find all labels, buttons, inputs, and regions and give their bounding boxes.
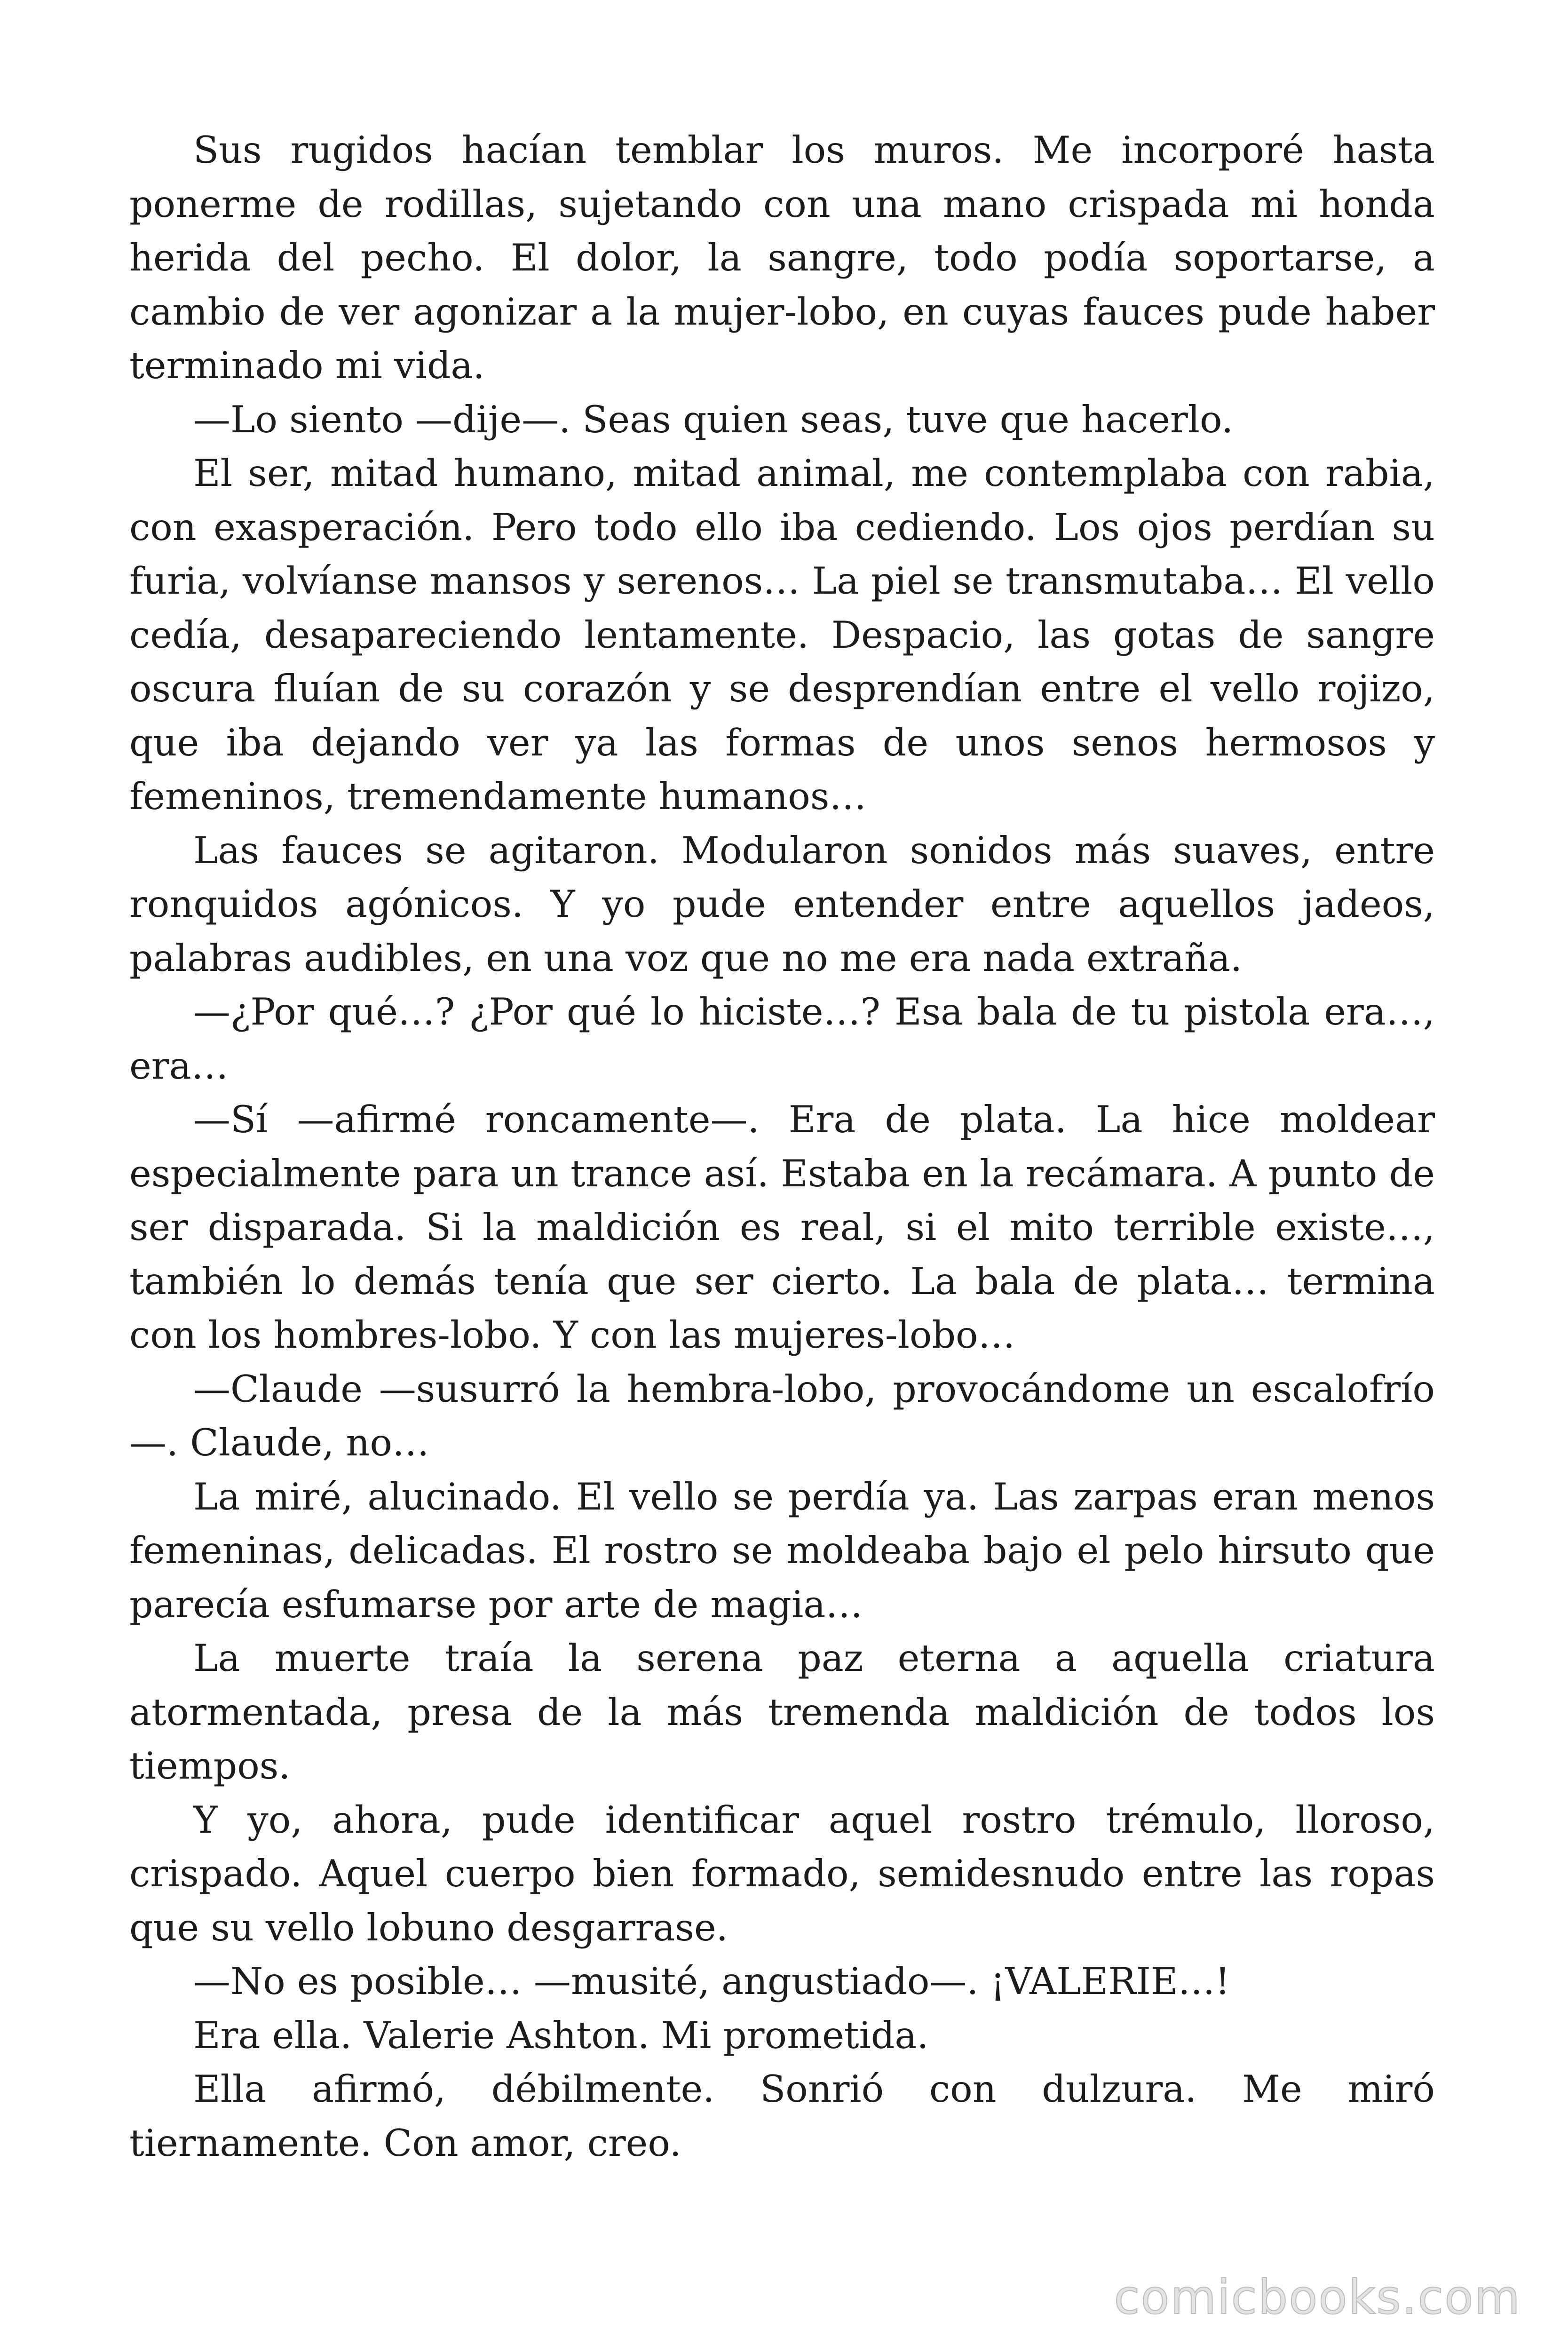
paragraph-4: Las fauces se agitaron. Modularon sonidos más suaves, entre ronquidos agónicos. Y yo pude entender entre aquellos jadeos, palabras audibles, en una voz que no me era nada extraña. xyxy=(129,828,1435,980)
body-text xyxy=(129,123,1435,2170)
paragraph-6: —Sí —afirmé roncamente—. Era de plata. La hice moldear especialmente para un trance así. Estaba en la recámara. A punto de ser disparada. Si la maldición es real, si el mito terrible existe…, también lo demás tenía que ser cierto. La bala de plata… termina con los hombres-lobo. Y con las mujeres-lobo… xyxy=(129,1098,1435,1357)
paragraph-2: —Lo siento —dije—. Seas quien seas, tuve que hacerlo. xyxy=(193,397,1234,441)
watermark: comicbooks.com xyxy=(1114,2270,1521,2325)
paragraph-3: El ser, mitad humano, mitad animal, me contemplaba con rabia, con exasperación. Pero todo ello iba cediendo. Los ojos perdían su furia, volvíanse mansos y serenos… La piel se transmutaba… El vello cedía, desapareciendo lentamente. Despacio, las gotas de sangre oscura fluían de su corazón y se desprendían entre el vello rojizo, que iba dejando ver ya las formas de unos senos hermosos y femeninos, tremendamente humanos… xyxy=(129,452,1435,818)
paragraph-13: Ella afirmó, débilmente. Sonrió con dulzura. Me miró tiernamente. Con amor, creo. xyxy=(129,2067,1435,2165)
paragraph-8: La miré, alucinado. El vello se perdía ya. Las zarpas eran menos femeninas, delicadas. El rostro se moldeaba bajo el pelo hirsuto que parecía esfumarse por arte de magia… xyxy=(129,1475,1435,1626)
paragraph-7: —Claude —susurró la hembra-lobo, provocándome un escalofrío —. Claude, no… xyxy=(129,1367,1435,1464)
paragraph-10: Y yo, ahora, pude identificar aquel rostro trémulo, lloroso, crispado. Aquel cuerpo bien formado, semidesnudo entre las ropas que su vello lobuno desgarrase. xyxy=(129,1798,1435,1949)
paragraph-5: —¿Por qué…? ¿Por qué lo hiciste…? Esa bala de tu pistola era…, era… xyxy=(129,990,1435,1088)
paragraph-1: Sus rugidos hacían temblar los muros. Me incorporé hasta ponerme de rodillas, sujetando con una mano crispada mi honda herida del pecho. El dolor, la sangre, todo podía soportarse, a cambio de ver agonizar a la mujer-lobo, en cuyas fauces pude haber terminado mi vida. xyxy=(129,128,1435,387)
paragraph-9: La muerte traía la serena paz eterna a aquella criatura atormentada, presa de la más tremenda maldición de todos los tiempos. xyxy=(129,1637,1435,1788)
paragraph-12: Era ella. Valerie Ashton. Mi prometida. xyxy=(193,2013,929,2057)
paragraph-11: —No es posible… —musité, angustiado—. ¡VALERIE…! xyxy=(193,1960,1230,2003)
